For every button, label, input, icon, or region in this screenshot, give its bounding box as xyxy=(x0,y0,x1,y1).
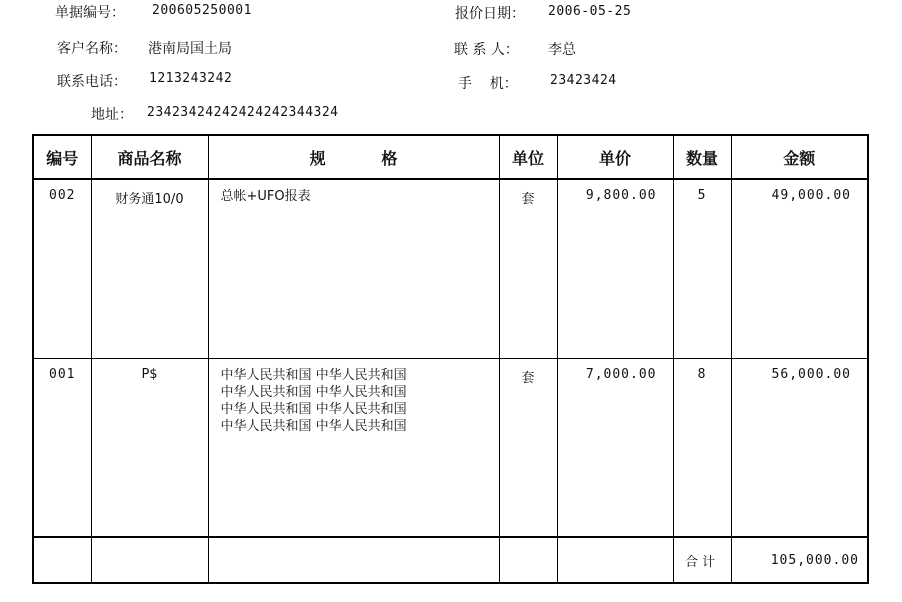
total-label: 合计 xyxy=(673,537,731,583)
spec-line: 中华人民共和国 中华人民共和国 xyxy=(220,368,407,383)
total-row xyxy=(33,537,868,583)
address-value: 23423424242424242344324 xyxy=(147,105,339,120)
table-header-row xyxy=(33,135,868,179)
col-header-amount: 金额 xyxy=(731,135,868,179)
spec-line: 总帐+UFO报表 xyxy=(220,189,311,204)
customer-label: 客户名称： xyxy=(57,41,127,57)
row-price: 7,000.00 xyxy=(557,359,673,538)
col-header-spec: 规 格 xyxy=(208,135,499,179)
phone-label: 联系电话： xyxy=(57,74,127,90)
contact-value: 李总 xyxy=(548,42,576,58)
empty-cell xyxy=(208,537,499,583)
doc-no-label: 单据编号： xyxy=(55,5,125,21)
col-header-price: 单价 xyxy=(557,135,673,179)
row-qty: 5 xyxy=(673,179,731,359)
spec-line: 中华人民共和国 中华人民共和国 xyxy=(220,402,407,417)
mobile-label: 手 机： xyxy=(458,76,518,92)
total-amount: 105,000.00 xyxy=(731,537,868,583)
spec-line: 中华人民共和国 中华人民共和国 xyxy=(220,419,407,434)
row-amount: 56,000.00 xyxy=(731,359,868,538)
contact-label: 联 系 人： xyxy=(454,42,519,58)
empty-cell xyxy=(91,537,208,583)
phone-value: 1213243242 xyxy=(149,71,233,86)
date-label: 报价日期： xyxy=(455,6,525,22)
empty-cell xyxy=(557,537,673,583)
row-unit: 套 xyxy=(499,359,557,538)
doc-no-value: 200605250001 xyxy=(152,3,252,18)
empty-cell xyxy=(499,537,557,583)
col-header-name: 商品名称 xyxy=(91,135,208,179)
customer-value: 港南局国土局 xyxy=(148,41,232,57)
row-code: 002 xyxy=(33,179,91,359)
spec-line: 中华人民共和国 中华人民共和国 xyxy=(220,385,407,400)
col-header-qty: 数量 xyxy=(673,135,731,179)
table-row xyxy=(33,179,868,359)
date-value: 2006-05-25 xyxy=(548,4,632,19)
row-spec xyxy=(208,179,499,359)
mobile-value: 23423424 xyxy=(550,73,617,88)
row-amount: 49,000.00 xyxy=(731,179,868,359)
quote-table xyxy=(32,134,869,584)
empty-cell xyxy=(33,537,91,583)
row-unit: 套 xyxy=(499,179,557,359)
col-header-unit: 单位 xyxy=(499,135,557,179)
row-name: P$ xyxy=(91,359,208,538)
col-header-code: 编号 xyxy=(33,135,91,179)
row-qty: 8 xyxy=(673,359,731,538)
row-code: 001 xyxy=(33,359,91,538)
address-label: 地址： xyxy=(91,107,133,123)
row-spec xyxy=(208,359,499,538)
row-price: 9,800.00 xyxy=(557,179,673,359)
table-row xyxy=(33,359,868,538)
row-name: 财务通10/0 xyxy=(91,179,208,359)
